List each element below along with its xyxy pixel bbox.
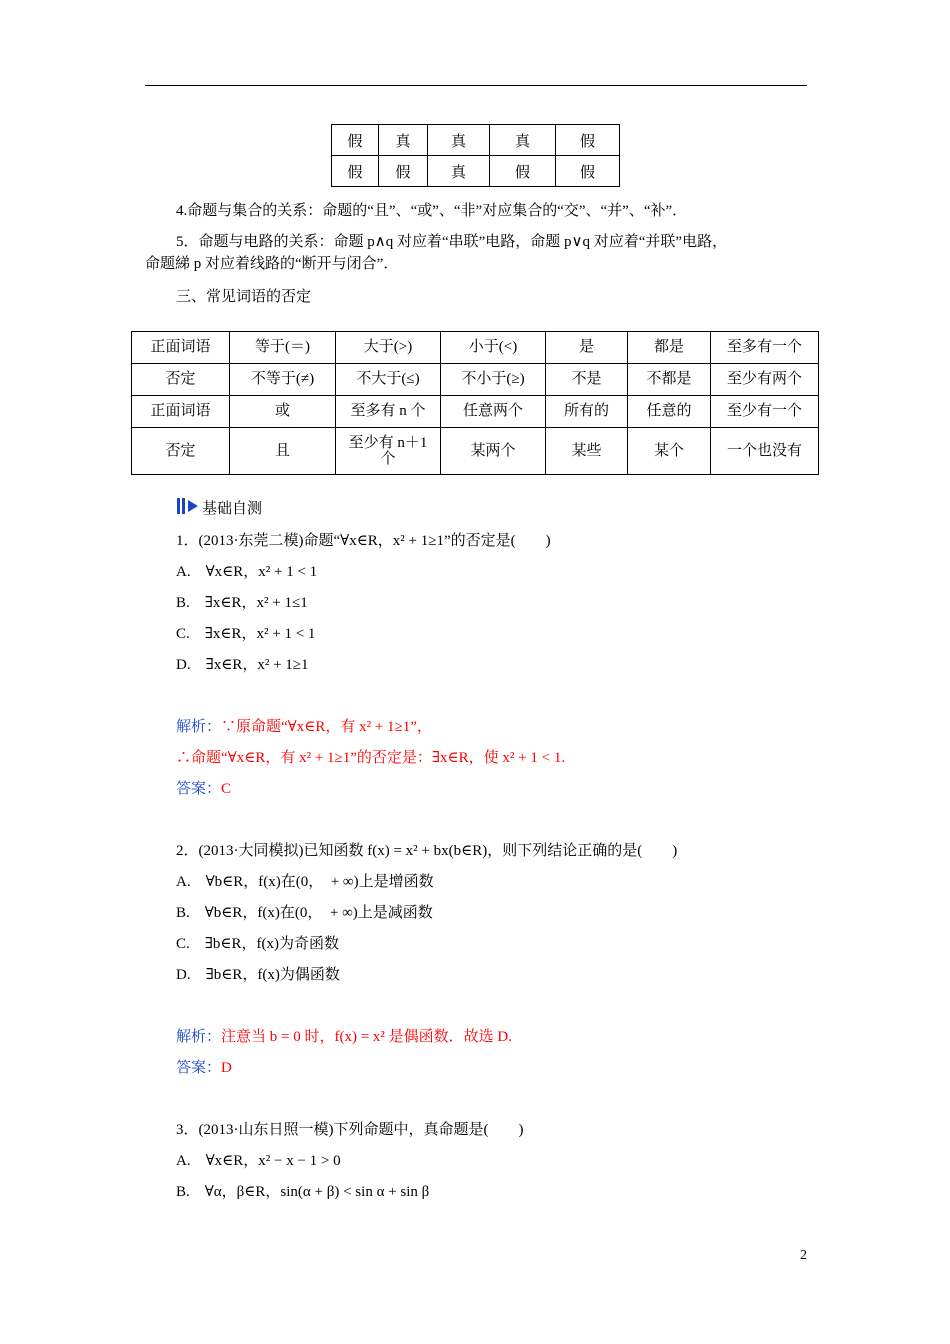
paragraph-4: 4.命题与集合的关系：命题的“且”、“或”、“非”对应集合的“交”、“并”、“补”．: [176, 203, 688, 219]
table-cell: 真: [490, 125, 556, 156]
section-marker-icon: [176, 496, 200, 516]
table-cell: 至少有 n＋1 个: [336, 428, 441, 475]
table-cell: 大于(>): [336, 332, 441, 364]
self-test-heading: [176, 496, 262, 518]
question-2-stem: 2．(2013·大同模拟)已知函数 f(x) = x² + bx(b∈R)，则下列结论正确的是( ): [176, 843, 678, 859]
question-1-stem: 1．(2013·东莞二模)命题“∀x∈R，x² + 1≥1”的否定是( ): [176, 533, 551, 549]
table-cell: 任意两个: [441, 396, 546, 428]
table-cell: 假: [332, 156, 379, 187]
question-2-option-b: B. ∀b∈R，f(x)在(0， + ∞)上是减函数: [176, 905, 433, 921]
table-cell: 某些: [546, 428, 628, 475]
table-cell: 至少有两个: [711, 364, 819, 396]
analysis-text: 注意当 b = 0 时，f(x) = x² 是偶函数．故选 D.: [221, 1029, 513, 1045]
table-cell: 某两个: [441, 428, 546, 475]
table-cell: 不大于(≤): [336, 364, 441, 396]
question-2-option-a: A. ∀b∈R，f(x)在(0， + ∞)上是增函数: [176, 874, 434, 890]
table-cell: 都是: [628, 332, 711, 364]
header-rule: [145, 85, 807, 86]
analysis-label: 解析：: [176, 719, 222, 735]
answer-value: D: [221, 1060, 232, 1076]
table-cell: 某个: [628, 428, 711, 475]
analysis-text: ∵原命题“∀x∈R，有 x² + 1≥1”，: [221, 719, 432, 735]
table-cell: 任意的: [628, 396, 711, 428]
page-number: 2: [800, 1248, 807, 1263]
table-cell: 真: [428, 125, 490, 156]
question-1-analysis-line2: ∴命题“∀x∈R，有 x² + 1≥1”的否定是：∃x∈R，使 x² + 1 < 1.: [176, 750, 566, 766]
analysis-label: 解析：: [176, 1029, 222, 1045]
paragraph-5-line1: 5．命题与电路的关系：命题 p∧q 对应着“串联”电路，命题 p∨q 对应着“并联”电路，: [176, 234, 728, 250]
table-cell: 正面词语: [132, 332, 230, 364]
table-row: [332, 125, 620, 156]
table-cell: 真: [428, 156, 490, 187]
question-2-option-d: D. ∃b∈R，f(x)为偶函数: [176, 967, 340, 983]
table-cell: 一个也没有: [711, 428, 819, 475]
table-cell: 等于(＝): [230, 332, 336, 364]
table-cell: 且: [230, 428, 336, 475]
question-1-option-d: D. ∃x∈R，x² + 1≥1: [176, 657, 309, 673]
table-cell: 小于(<): [441, 332, 546, 364]
table-cell: 假: [332, 125, 379, 156]
table-cell: 或: [230, 396, 336, 428]
table-cell: 假: [556, 156, 620, 187]
question-3-option-b: B. ∀α，β∈R，sin(α + β) < sin α + sin β: [176, 1184, 430, 1200]
answer-label: 答案：: [176, 1060, 222, 1076]
paragraph-5-line2: 命题綈 p 对应着线路的“断开与闭合”．: [145, 256, 399, 272]
table-cell: 不都是: [628, 364, 711, 396]
question-1-option-a: A. ∀x∈R，x² + 1 < 1: [176, 564, 318, 580]
table-cell: 假: [490, 156, 556, 187]
table-row: [132, 396, 819, 428]
question-3-option-a: A. ∀x∈R，x² − x − 1 > 0: [176, 1153, 341, 1169]
table-cell: 所有的: [546, 396, 628, 428]
self-test-title: 基础自测: [202, 500, 263, 517]
section-heading: 三、常见词语的否定: [176, 289, 312, 305]
question-2-analysis: [176, 1025, 512, 1046]
table-cell: 至多有 n 个: [336, 396, 441, 428]
table-cell: 至多有一个: [711, 332, 819, 364]
table-cell: 不小于(≥): [441, 364, 546, 396]
question-1-option-c: C. ∃x∈R，x² + 1 < 1: [176, 626, 316, 642]
table-row: [132, 332, 819, 364]
table-cell: 真: [379, 125, 428, 156]
table-cell: 正面词语: [132, 396, 230, 428]
table-cell: 假: [379, 156, 428, 187]
table-cell: 不等于(≠): [230, 364, 336, 396]
answer-label: 答案：: [176, 781, 222, 797]
table-cell: 假: [556, 125, 620, 156]
negation-table: [131, 331, 819, 475]
answer-value: C: [221, 781, 232, 797]
table-row: [332, 156, 620, 187]
table-row: [132, 364, 819, 396]
table-cell: 是: [546, 332, 628, 364]
table-cell: 不是: [546, 364, 628, 396]
table-cell: 否定: [132, 364, 230, 396]
truth-table: [331, 124, 620, 187]
question-2-option-c: C. ∃b∈R，f(x)为奇函数: [176, 936, 339, 952]
question-2-answer: [176, 1056, 232, 1077]
question-1-analysis: [176, 715, 432, 736]
question-1-answer: [176, 777, 231, 798]
question-3-stem: 3．(2013·山东日照一模)下列命题中，真命题是( ): [176, 1122, 524, 1138]
table-row: [132, 428, 819, 475]
table-cell: 否定: [132, 428, 230, 475]
table-cell: 至少有一个: [711, 396, 819, 428]
question-1-option-b: B. ∃x∈R，x² + 1≤1: [176, 595, 308, 611]
